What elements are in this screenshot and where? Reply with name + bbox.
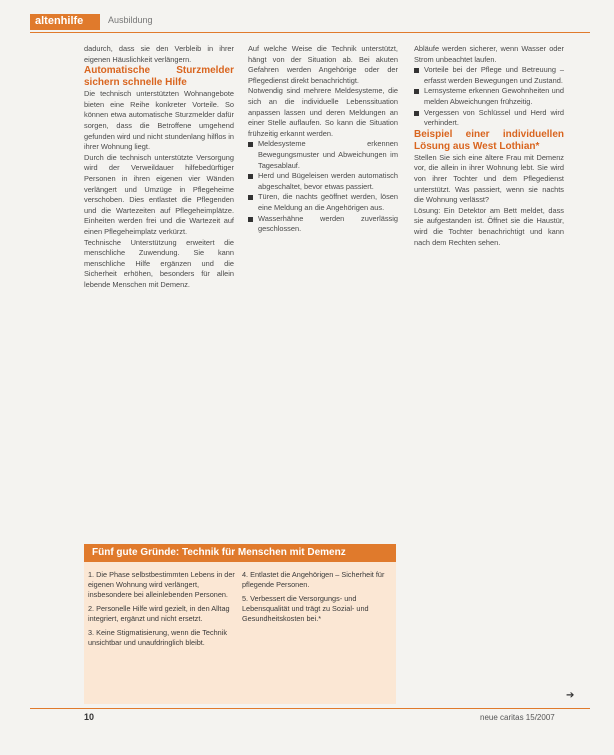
section-label: altenhilfe: [35, 15, 84, 27]
paragraph: Technische Unterstützung erweitert die menschliche Zuwendung. Sie kann menschliche Hilfe ergänzen und die Sicherheit erhöhen, besonders für allein lebende Menschen mit Demenz.: [84, 237, 234, 289]
reason-item: 4. Entlastet die Angehörigen – Sicherheit für pflegende Personen.: [242, 570, 385, 589]
header-rule: [30, 32, 590, 33]
paragraph: Auf welche Weise die Technik unterstützt, hängt von der Situation ab. Bei akuten Gefahren werden Angehörige oder der Pflegedienst direkt benachrichtigt.: [248, 44, 398, 85]
reason-item: 5. Verbessert die Versorgungs- und Lebensqualität und trägt zu Sozial- und Gesundheitskosten bei.*: [242, 594, 369, 623]
reason-item: 1. Die Phase selbstbestimmten Lebens in der eigenen Wohnung wird verlängert, insbesondere bei alleinlebenden Personen.: [88, 570, 235, 599]
info-box: [84, 544, 396, 704]
paragraph: Stellen Sie sich eine ältere Frau mit Demenz vor, die allein in ihrer Wohnung lebt. Sie wird von ihrer Tochter und dem Pflegedienst unterstützt. Was passiert, wenn sie nachts die Wohnung verlässt?: [414, 152, 564, 205]
subheading: Beispiel einer individuellen Lösung aus West Lothian*: [414, 128, 564, 152]
paragraph: Lösung: Ein Detektor am Bett meldet, dass sie aufgestanden ist. Öffnet sie die Haustür, wird die Tochter benachrichtigt und kann nach dem Rechten sehen.: [414, 205, 564, 247]
paragraph: dadurch, dass sie den Verbleib in ihrer eigenen Häuslichkeit verlängern.: [84, 44, 234, 64]
column-1: [84, 44, 234, 290]
bullet-item: Lernsysteme erkennen Gewohnheiten und melden Abweichungen frühzeitig.: [414, 86, 564, 107]
column-2: [248, 44, 398, 235]
column-3: [414, 44, 564, 248]
subheading: Automatische Sturzmelder sichern schnelle Hilfe: [84, 65, 234, 89]
reason-item: 2. Personelle Hilfe wird gezielt, in den Alltag integriert, ergänzt und nicht ersetzt.: [88, 604, 230, 623]
bullet-item: Vorteile bei der Pflege und Betreuung – erfasst werden Bewegungen und Zustand.: [414, 65, 564, 86]
bullet-item: Herd und Bügeleisen werden automatisch abgeschaltet, bevor etwas passiert.: [248, 171, 398, 192]
bullet-item: Vergessen von Schlüssel und Herd wird verhindert.: [414, 108, 564, 129]
bullet-item: Meldesysteme erkennen Bewegungsmuster und Abweichungen im Tagesablauf.: [248, 139, 398, 171]
continue-arrow-icon: ➔: [566, 690, 575, 701]
category-label: Ausbildung: [108, 15, 153, 25]
reason-item: 3. Keine Stigmatisierung, wenn die Technik unsichtbar und unaufdringlich bleibt.: [88, 628, 227, 647]
page-number: 10: [84, 712, 95, 722]
info-box-title: Fünf gute Gründe: Technik für Menschen mit Demenz: [92, 547, 346, 558]
info-box-col-left: [88, 570, 236, 652]
bullet-item: Wasserhähne werden zuverlässig geschlossen.: [248, 214, 398, 235]
paragraph: Notwendig sind mehrere Meldesysteme, die sich an die individuelle Lebenssituation anpassen lassen und deren Meldungen an einer Stelle auflaufen. So kann die Situation frühzeitig erkannt werden.: [248, 86, 398, 138]
paragraph: Die technisch unterstützten Wohnangebote bieten eine Reihe konkreter Vorteile. So können etwa automatische Sturzmelder dafür sorgen, dass die Betroffene umgehend gefunden wird und nicht stundenlang hilflos in ihrer Wohnung liegt.: [84, 89, 234, 152]
section-tab: [30, 14, 100, 30]
footer-rule: [30, 708, 590, 709]
bullet-item: Türen, die nachts geöffnet werden, lösen eine Meldung an die Angehörigen aus.: [248, 192, 398, 213]
info-box-col-right: [242, 570, 390, 628]
paragraph: Durch die technisch unterstützte Versorgung wird der Verweildauer hilfebedürftiger Personen in ihren eigenen vier Wänden verlängert und Umzüge in Pflegeheime verschoben. Dies entlastet die Pflegenden und die Wartezeiten auf Pflegeheimplätze. Einheiten werden frei und die Wartezeit auf einen Pflegeheimplatz verkürzt.: [84, 152, 234, 236]
magazine-name: neue caritas 15/2007: [480, 713, 555, 722]
info-box-title-bar: [84, 544, 396, 562]
paragraph: Abläufe werden sicherer, wenn Wasser oder Strom unbeachtet laufen.: [414, 44, 564, 64]
